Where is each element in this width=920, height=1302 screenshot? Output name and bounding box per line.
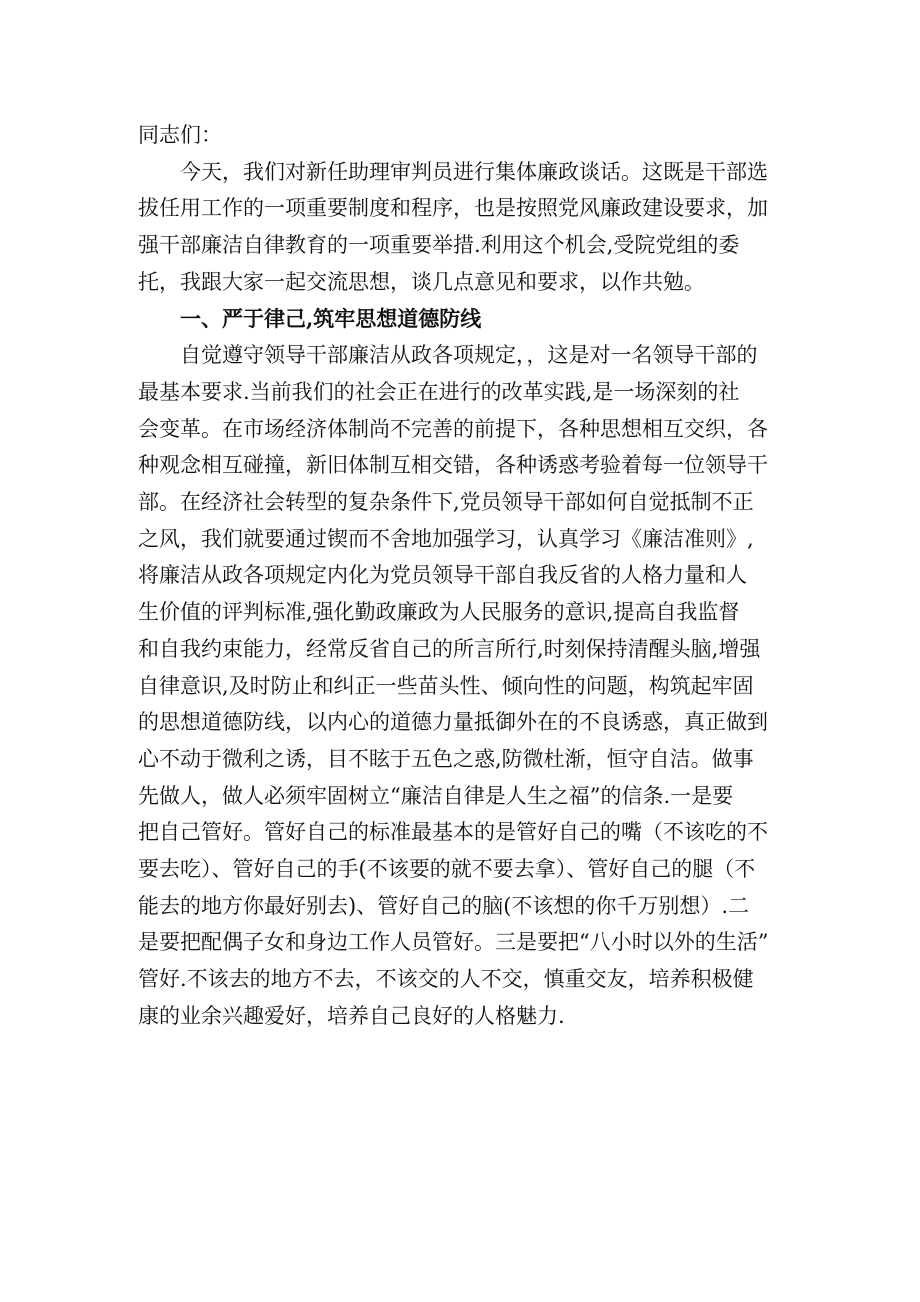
body-line: 的思想道德防线，以内心的道德力量抵御外在的不良诱惑，真正做到 bbox=[138, 710, 768, 735]
body-line: 和自我约束能力，经常反省自己的所言所行,时刻保持清醒头脑,增强 bbox=[138, 636, 761, 661]
body-line: 自觉遵守领导干部廉洁从政各项规定，，这是对一名领导干部的 bbox=[180, 343, 758, 368]
salutation-text: 同志们： bbox=[138, 123, 222, 147]
body-line: 心不动于微利之诱，目不眩于五色之惑,防微杜渐，恒守自洁。做事 bbox=[138, 746, 754, 771]
body-line: 生价值的评判标准,强化勤政廉政为人民服务的意识,提高自我监督 bbox=[138, 600, 740, 625]
body-line: 自律意识,及时防止和纠正一些苗头性、倾向性的问题，构筑起牢固 bbox=[138, 673, 754, 698]
body-line: 先做人，做人必须牢固树立“廉洁自律是人生之福”的信条.一是要 bbox=[138, 783, 734, 808]
intro-line: 托，我跟大家一起交流思想，谈几点意见和要求，以作共勉。 bbox=[138, 269, 705, 294]
body-line: 种观念相互碰撞，新旧体制互相交错，各种诱惑考验着每一位领导干 bbox=[138, 453, 768, 478]
body-paragraph bbox=[138, 337, 783, 1034]
body-line: 康的业余兴趣爱好，培养自己良好的人格魅力. bbox=[138, 1003, 565, 1028]
body-line: 要去吃）、管好自己的手(不该要的就不要去拿）、管好自己的腿（不 bbox=[138, 857, 756, 882]
body-line: 是要把配偶子女和身边工作人员管好。三是要把“八小时以外的生活” bbox=[138, 930, 769, 955]
body-line: 部。在经济社会转型的复杂条件下,党员领导干部如何自觉抵制不正 bbox=[138, 490, 754, 515]
body-line: 把自己管好。管好自己的标准最基本的是管好自己的嘴（不该吃的不 bbox=[138, 820, 768, 845]
section-heading bbox=[138, 301, 783, 338]
body-line: 将廉洁从政各项规定内化为党员领导干部自我反省的人格力量和人 bbox=[138, 563, 747, 588]
body-line: 最基本要求.当前我们的社会正在进行的改革实践,是一场深刻的社 bbox=[138, 379, 740, 404]
document-body bbox=[138, 117, 783, 1035]
intro-line: 强干部廉洁自律教育的一项重要举措.利用这个机会,受院党组的委 bbox=[138, 233, 740, 258]
body-line: 会变革。在市场经济体制尚不完善的前提下，各种思想相互交织，各 bbox=[138, 416, 768, 441]
intro-line: 拔任用工作的一项重要制度和程序，也是按照党风廉政建设要求，加 bbox=[138, 196, 768, 221]
intro-paragraph bbox=[138, 154, 783, 301]
section-heading-text: 一、严于律己,筑牢思想道德防线 bbox=[180, 305, 482, 331]
body-line: 能去的地方你最好别去)、管好自己的脑(不该想的你千万别想）.二 bbox=[138, 893, 750, 918]
body-line: 之风，我们就要通过锲而不舍地加强学习，认真学习《廉洁准则》, bbox=[138, 526, 754, 551]
body-line: 管好.不该去的地方不去，不该交的人不交，慎重交友，培养积极健 bbox=[138, 967, 754, 992]
intro-line: 今天，我们对新任助理审判员进行集体廉政谈话。这既是干部选 bbox=[180, 159, 768, 184]
salutation bbox=[138, 117, 783, 154]
